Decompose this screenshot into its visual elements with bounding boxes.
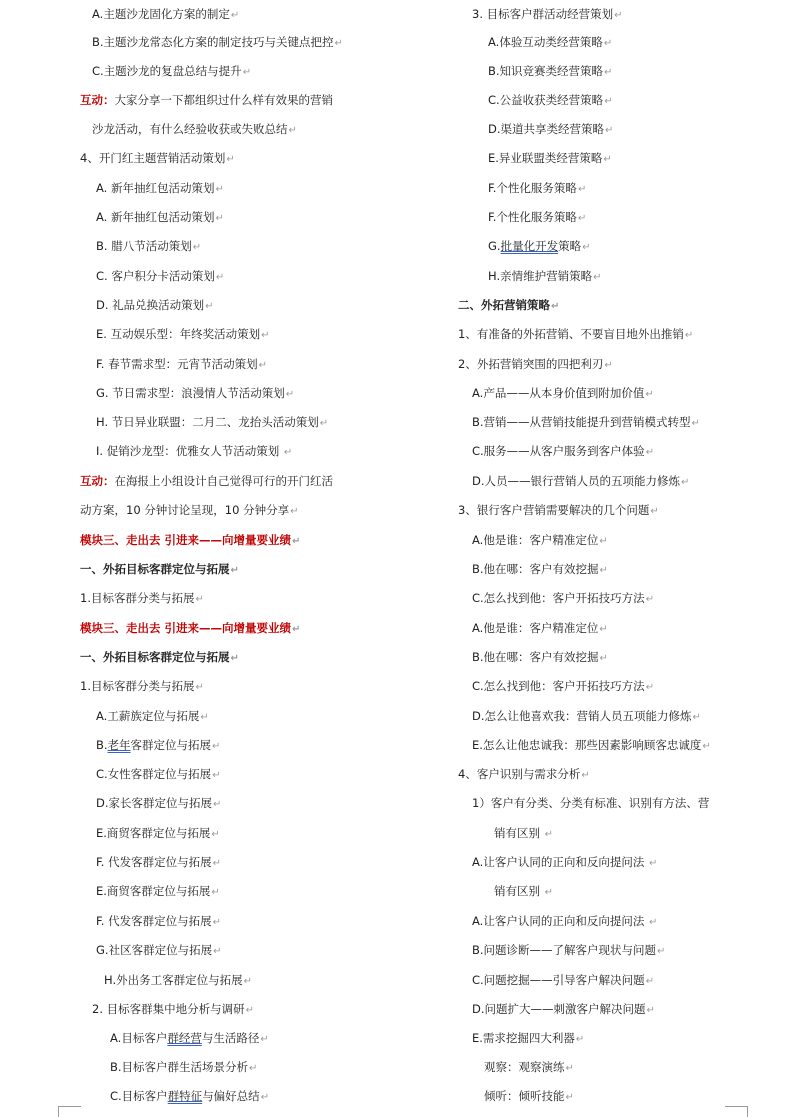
text-line [472, 678, 654, 696]
paragraph-mark-icon: ↵ [645, 682, 655, 693]
text-line [80, 590, 204, 608]
paragraph-mark-icon: ↵ [577, 213, 587, 224]
text-line [92, 63, 251, 81]
paragraph-mark-icon: ↵ [319, 418, 329, 429]
text-line [92, 6, 239, 24]
paragraph-mark-icon: ↵ [213, 799, 222, 810]
paragraph-mark-icon: ↵ [565, 1063, 574, 1074]
line-text: E.怎么让他忠诚我：那些因素影响顾客忠诚度 [472, 738, 702, 752]
text-line [96, 766, 221, 784]
text-line [472, 561, 608, 579]
line-text: 销有区别 [494, 884, 544, 898]
line-text: A.让客户认同的正向和反向提问法 [472, 914, 648, 928]
line-text: A.产品——从本身价值到附加价值 [472, 386, 645, 400]
paragraph-mark-icon: ↵ [599, 536, 608, 547]
text-line [458, 297, 559, 315]
interaction-label: 互动： [80, 474, 115, 488]
text-line [96, 708, 209, 726]
paragraph-mark-icon: ↵ [290, 506, 299, 517]
paragraph-mark-icon: ↵ [283, 447, 293, 458]
paragraph-mark-icon: ↵ [565, 1092, 574, 1103]
line-text: A.体验互动类经营策略 [488, 35, 603, 49]
paragraph-mark-icon: ↵ [577, 184, 587, 195]
paragraph-mark-icon: ↵ [230, 10, 240, 21]
text-line [488, 180, 586, 198]
line-text: 一、外拓目标客群定位与拓展 [80, 650, 230, 664]
text-line [488, 150, 612, 168]
paragraph-mark-icon: ↵ [215, 184, 224, 195]
paragraph-mark-icon: ↵ [215, 213, 224, 224]
text-line [472, 708, 701, 726]
text-line [472, 473, 689, 491]
paragraph-mark-icon: ↵ [285, 389, 295, 400]
line-text: G. 节日需求型：浪漫情人节活动策划 [96, 386, 285, 400]
text-line [96, 825, 220, 843]
text-line [472, 1030, 584, 1048]
line-text: E. 互动娱乐型：年终奖活动策划 [96, 327, 261, 341]
paragraph-mark-icon: ↵ [195, 682, 204, 693]
paragraph-mark-icon: ↵ [200, 712, 209, 723]
line-text: B.主题沙龙常态化方案的制定技巧与关键点把控 [92, 35, 334, 49]
text-line [80, 620, 300, 638]
paragraph-mark-icon: ↵ [650, 506, 659, 517]
line-text: 2. 目标客群集中地分析与调研 [92, 1002, 245, 1016]
text-line [80, 561, 239, 579]
paragraph-mark-icon: ↵ [657, 946, 666, 957]
paragraph-mark-icon: ↵ [211, 829, 220, 840]
text-line [488, 92, 613, 110]
line-text: 3、银行客户营销需要解决的几个问题 [458, 503, 650, 517]
paragraph-mark-icon: ↵ [205, 301, 214, 312]
line-text: B.知识竞赛类经营策略 [488, 64, 604, 78]
line-text: C. 客户积分卡活动策划 [96, 269, 215, 283]
text-line [458, 326, 693, 344]
line-text: B.他在哪：客户有效挖掘 [472, 650, 599, 664]
text-line [96, 326, 269, 344]
line-text: C.怎么找到他：客户开拓技巧方法 [472, 591, 645, 605]
text-line [472, 1001, 655, 1019]
paragraph-mark-icon: ↵ [646, 1005, 655, 1016]
text-line [110, 1030, 269, 1048]
spellcheck-underline: 群经营 [167, 1031, 202, 1045]
paragraph-mark-icon: ↵ [645, 976, 655, 987]
paragraph-mark-icon: ↵ [645, 594, 655, 605]
text-line [484, 1059, 574, 1077]
text-line [96, 209, 224, 227]
text-line [488, 121, 613, 139]
paragraph-mark-icon: ↵ [599, 624, 608, 635]
paragraph-mark-icon: ↵ [261, 330, 270, 341]
line-text: D.家长客群定位与拓展 [96, 796, 213, 810]
text-line [472, 443, 654, 461]
line-text: C.怎么找到他：客户开拓技巧方法 [472, 679, 645, 693]
paragraph-mark-icon: ↵ [581, 770, 590, 781]
text-line [458, 356, 613, 374]
spellcheck-underline: 老年 [107, 738, 131, 752]
text-line [472, 590, 654, 608]
text-line [110, 1088, 269, 1106]
line-text: C.服务——从客户服务到客户体验 [472, 444, 645, 458]
text-line [96, 356, 267, 374]
line-text: D.人员——银行营销人员的五项能力修炼 [472, 474, 681, 488]
line-text: C.公益收获类经营策略 [488, 93, 604, 107]
text-line [92, 1001, 254, 1019]
paragraph-mark-icon: ↵ [243, 976, 252, 987]
paragraph-mark-icon: ↵ [215, 272, 225, 283]
paragraph-mark-icon: ↵ [242, 67, 252, 78]
paragraph-mark-icon: ↵ [692, 712, 701, 723]
paragraph-mark-icon: ↵ [599, 653, 608, 664]
text-line [472, 532, 608, 550]
text-line [488, 268, 602, 286]
paragraph-mark-icon: ↵ [211, 887, 220, 898]
paragraph-mark-icon: ↵ [544, 829, 554, 840]
line-text: D. 礼品兑换活动策划 [96, 298, 205, 312]
paragraph-mark-icon: ↵ [684, 330, 694, 341]
line-text: B.他在哪：客户有效挖掘 [472, 562, 599, 576]
page-corner-left [58, 1106, 81, 1117]
line-text: B.营销——从营销技能提升到营销模式转型 [472, 415, 691, 429]
line-text: H.亲情维护营销策略 [488, 269, 593, 283]
paragraph-mark-icon: ↵ [213, 946, 222, 957]
line-text: D.问题扩大——刺激客户解决问题 [472, 1002, 646, 1016]
paragraph-mark-icon: ↵ [605, 125, 614, 136]
line-text: A. 新年抽红包活动策划 [96, 210, 215, 224]
text-line [104, 972, 252, 990]
paragraph-mark-icon: ↵ [292, 624, 301, 635]
text-line [484, 1088, 574, 1106]
line-text: B.问题诊断——了解客户现状与问题 [472, 943, 657, 957]
line-text: F.个性化服务策略 [488, 181, 577, 195]
line-text: 模块三、走出去 引进来——向增量要业绩 [80, 533, 292, 547]
paragraph-mark-icon: ↵ [648, 858, 658, 869]
text-line [472, 854, 657, 872]
paragraph-mark-icon: ↵ [645, 447, 655, 458]
paragraph-mark-icon: ↵ [551, 301, 560, 312]
paragraph-mark-icon: ↵ [288, 125, 297, 136]
text-line [110, 1059, 257, 1077]
text-line [96, 942, 221, 960]
line-text: 2、外拓营销突围的四把利刃 [458, 357, 604, 371]
text-line [488, 34, 612, 52]
text-line [80, 649, 239, 667]
text-line [96, 180, 224, 198]
paragraph-mark-icon: ↵ [334, 38, 343, 49]
paragraph-mark-icon: ↵ [230, 565, 239, 576]
paragraph-mark-icon: ↵ [226, 154, 235, 165]
text-line [92, 121, 297, 139]
text-line [488, 238, 590, 256]
text-line [80, 502, 298, 520]
line-text: 1、有准备的外拓营销、不要盲目地外出推销 [458, 327, 684, 341]
paragraph-mark-icon: ↵ [230, 653, 239, 664]
line-text: B.目标客户群生活场景分析 [110, 1060, 249, 1074]
paragraph-mark-icon: ↵ [702, 741, 711, 752]
paragraph-mark-icon: ↵ [245, 1005, 255, 1016]
line-text: 沙龙活动，有什么经验收获或失败总结 [92, 122, 288, 136]
text-line [488, 209, 586, 227]
line-text: 4、开门红主题营销活动策划 [80, 151, 226, 165]
paragraph-mark-icon: ↵ [575, 1034, 585, 1045]
text-line [96, 443, 292, 461]
text-line [96, 385, 294, 403]
paragraph-mark-icon: ↵ [544, 887, 554, 898]
line-text: G.批量化开发策略 [488, 239, 582, 253]
text-line [96, 883, 220, 901]
paragraph-mark-icon: ↵ [292, 536, 301, 547]
paragraph-mark-icon: ↵ [249, 1063, 258, 1074]
line-text: A.他是谁：客户精准定位 [472, 621, 599, 635]
line-text: E.需求挖掘四大利器 [472, 1031, 575, 1045]
paragraph-mark-icon: ↵ [212, 858, 221, 869]
paragraph-mark-icon: ↵ [648, 917, 658, 928]
text-line [96, 795, 221, 813]
line-text: C.目标客户群特征与偏好总结 [110, 1089, 260, 1103]
text-line [472, 414, 700, 432]
line-text: C.主题沙龙的复盘总结与提升 [92, 64, 242, 78]
line-text: 3. 目标客户群活动经营策划 [472, 7, 614, 21]
line-text: H.外出务工客群定位与拓展 [104, 973, 243, 987]
text-line [80, 150, 235, 168]
text-line [80, 473, 333, 489]
line-text: C.问题挖掘——引导客户解决问题 [472, 973, 645, 987]
text-line [80, 532, 300, 550]
text-line [472, 737, 711, 755]
line-text: A.目标客户群经营与生活路径 [110, 1031, 260, 1045]
line-text: B.老年客群定位与拓展 [96, 738, 212, 752]
paragraph-mark-icon: ↵ [691, 418, 700, 429]
line-text: 一、外拓目标客群定位与拓展 [80, 562, 230, 576]
line-text: F.个性化服务策略 [488, 210, 577, 224]
text-line [472, 649, 608, 667]
line-text: 1）客户有分类、分类有标准、识别有方法、营 [472, 796, 710, 810]
line-text: G.社区客群定位与拓展 [96, 943, 213, 957]
paragraph-mark-icon: ↵ [192, 242, 202, 253]
text-line [96, 913, 221, 931]
line-text: A.让客户认同的正向和反向提问法 [472, 855, 648, 869]
text-line [80, 92, 333, 108]
line-text: 二、外拓营销策略 [458, 298, 550, 312]
text-line [494, 883, 553, 901]
line-text: H. 节日异业联盟：二月二、龙抬头活动策划 [96, 415, 319, 429]
text-line [458, 502, 659, 520]
text-line [96, 297, 214, 315]
line-text: 模块三、走出去 引进来——向增量要业绩 [80, 621, 292, 635]
paragraph-mark-icon: ↵ [260, 1092, 270, 1103]
paragraph-mark-icon: ↵ [195, 594, 204, 605]
line-text: 4、客户识别与需求分析 [458, 767, 581, 781]
paragraph-mark-icon: ↵ [604, 360, 613, 371]
text-line [96, 238, 201, 256]
line-text: F. 代发客群定位与拓展 [96, 914, 212, 928]
text-line [96, 854, 221, 872]
line-text: 1.目标客群分类与拓展 [80, 679, 195, 693]
line-text: 大家分享一下都组织过什么样有效果的营销 [114, 93, 333, 107]
text-line [472, 942, 665, 960]
spellcheck-underline: 批量化开发 [500, 239, 559, 253]
paragraph-mark-icon: ↵ [681, 477, 690, 488]
line-text: 倾听：倾听技能 [484, 1089, 565, 1103]
text-line [494, 825, 553, 843]
line-text: A.工薪族定位与拓展 [96, 709, 200, 723]
text-line [92, 34, 343, 52]
text-line [96, 268, 224, 286]
text-line [472, 385, 654, 403]
paragraph-mark-icon: ↵ [258, 360, 267, 371]
line-text: D.怎么让他喜欢我：营销人员五项能力修炼 [472, 709, 692, 723]
paragraph-mark-icon: ↵ [645, 389, 654, 400]
line-text: F. 春节需求型：元宵节活动策划 [96, 357, 258, 371]
text-line [458, 766, 590, 784]
line-text: D.渠道共享类经营策略 [488, 122, 605, 136]
text-line [472, 972, 654, 990]
line-text: 销有区别 [494, 826, 544, 840]
line-text: A.主题沙龙固化方案的制定 [92, 7, 230, 21]
text-line [80, 678, 204, 696]
line-text: A.他是谁：客户精准定位 [472, 533, 599, 547]
line-text: A. 新年抽红包活动策划 [96, 181, 215, 195]
line-text: E.商贸客群定位与拓展 [96, 826, 211, 840]
text-line [96, 414, 328, 432]
paragraph-mark-icon: ↵ [212, 917, 221, 928]
text-line [488, 63, 612, 81]
line-text: 动方案，10 分钟讨论呈现，10 分钟分享 [80, 503, 290, 517]
line-text: E.异业联盟类经营策略 [488, 151, 603, 165]
text-line [472, 795, 709, 811]
paragraph-mark-icon: ↵ [599, 565, 608, 576]
line-text: E.商贸客群定位与拓展 [96, 884, 211, 898]
text-line [472, 913, 657, 931]
text-line [472, 6, 623, 24]
line-text: I. 促销沙龙型：优雅女人节活动策划 [96, 444, 283, 458]
paragraph-mark-icon: ↵ [593, 272, 602, 283]
text-line [472, 620, 608, 638]
paragraph-mark-icon: ↵ [604, 67, 613, 78]
spellcheck-underline: 群特征 [167, 1089, 203, 1103]
text-line [96, 737, 220, 755]
paragraph-mark-icon: ↵ [582, 242, 591, 253]
paragraph-mark-icon: ↵ [260, 1034, 269, 1045]
line-text: C.女性客群定位与拓展 [96, 767, 212, 781]
interaction-label: 互动： [80, 93, 115, 107]
line-text: B. 腊八节活动策划 [96, 239, 192, 253]
paragraph-mark-icon: ↵ [603, 38, 613, 49]
paragraph-mark-icon: ↵ [212, 770, 221, 781]
paragraph-mark-icon: ↵ [604, 96, 613, 107]
page-corner-right [725, 1106, 748, 1117]
line-text: 观察：观察演练 [484, 1060, 565, 1074]
paragraph-mark-icon: ↵ [603, 154, 612, 165]
line-text: 1.目标客群分类与拓展 [80, 591, 195, 605]
paragraph-mark-icon: ↵ [212, 741, 221, 752]
line-text: 在海报上小组设计自己觉得可行的开门红活 [114, 474, 333, 488]
line-text: F. 代发客群定位与拓展 [96, 855, 212, 869]
paragraph-mark-icon: ↵ [614, 10, 623, 21]
